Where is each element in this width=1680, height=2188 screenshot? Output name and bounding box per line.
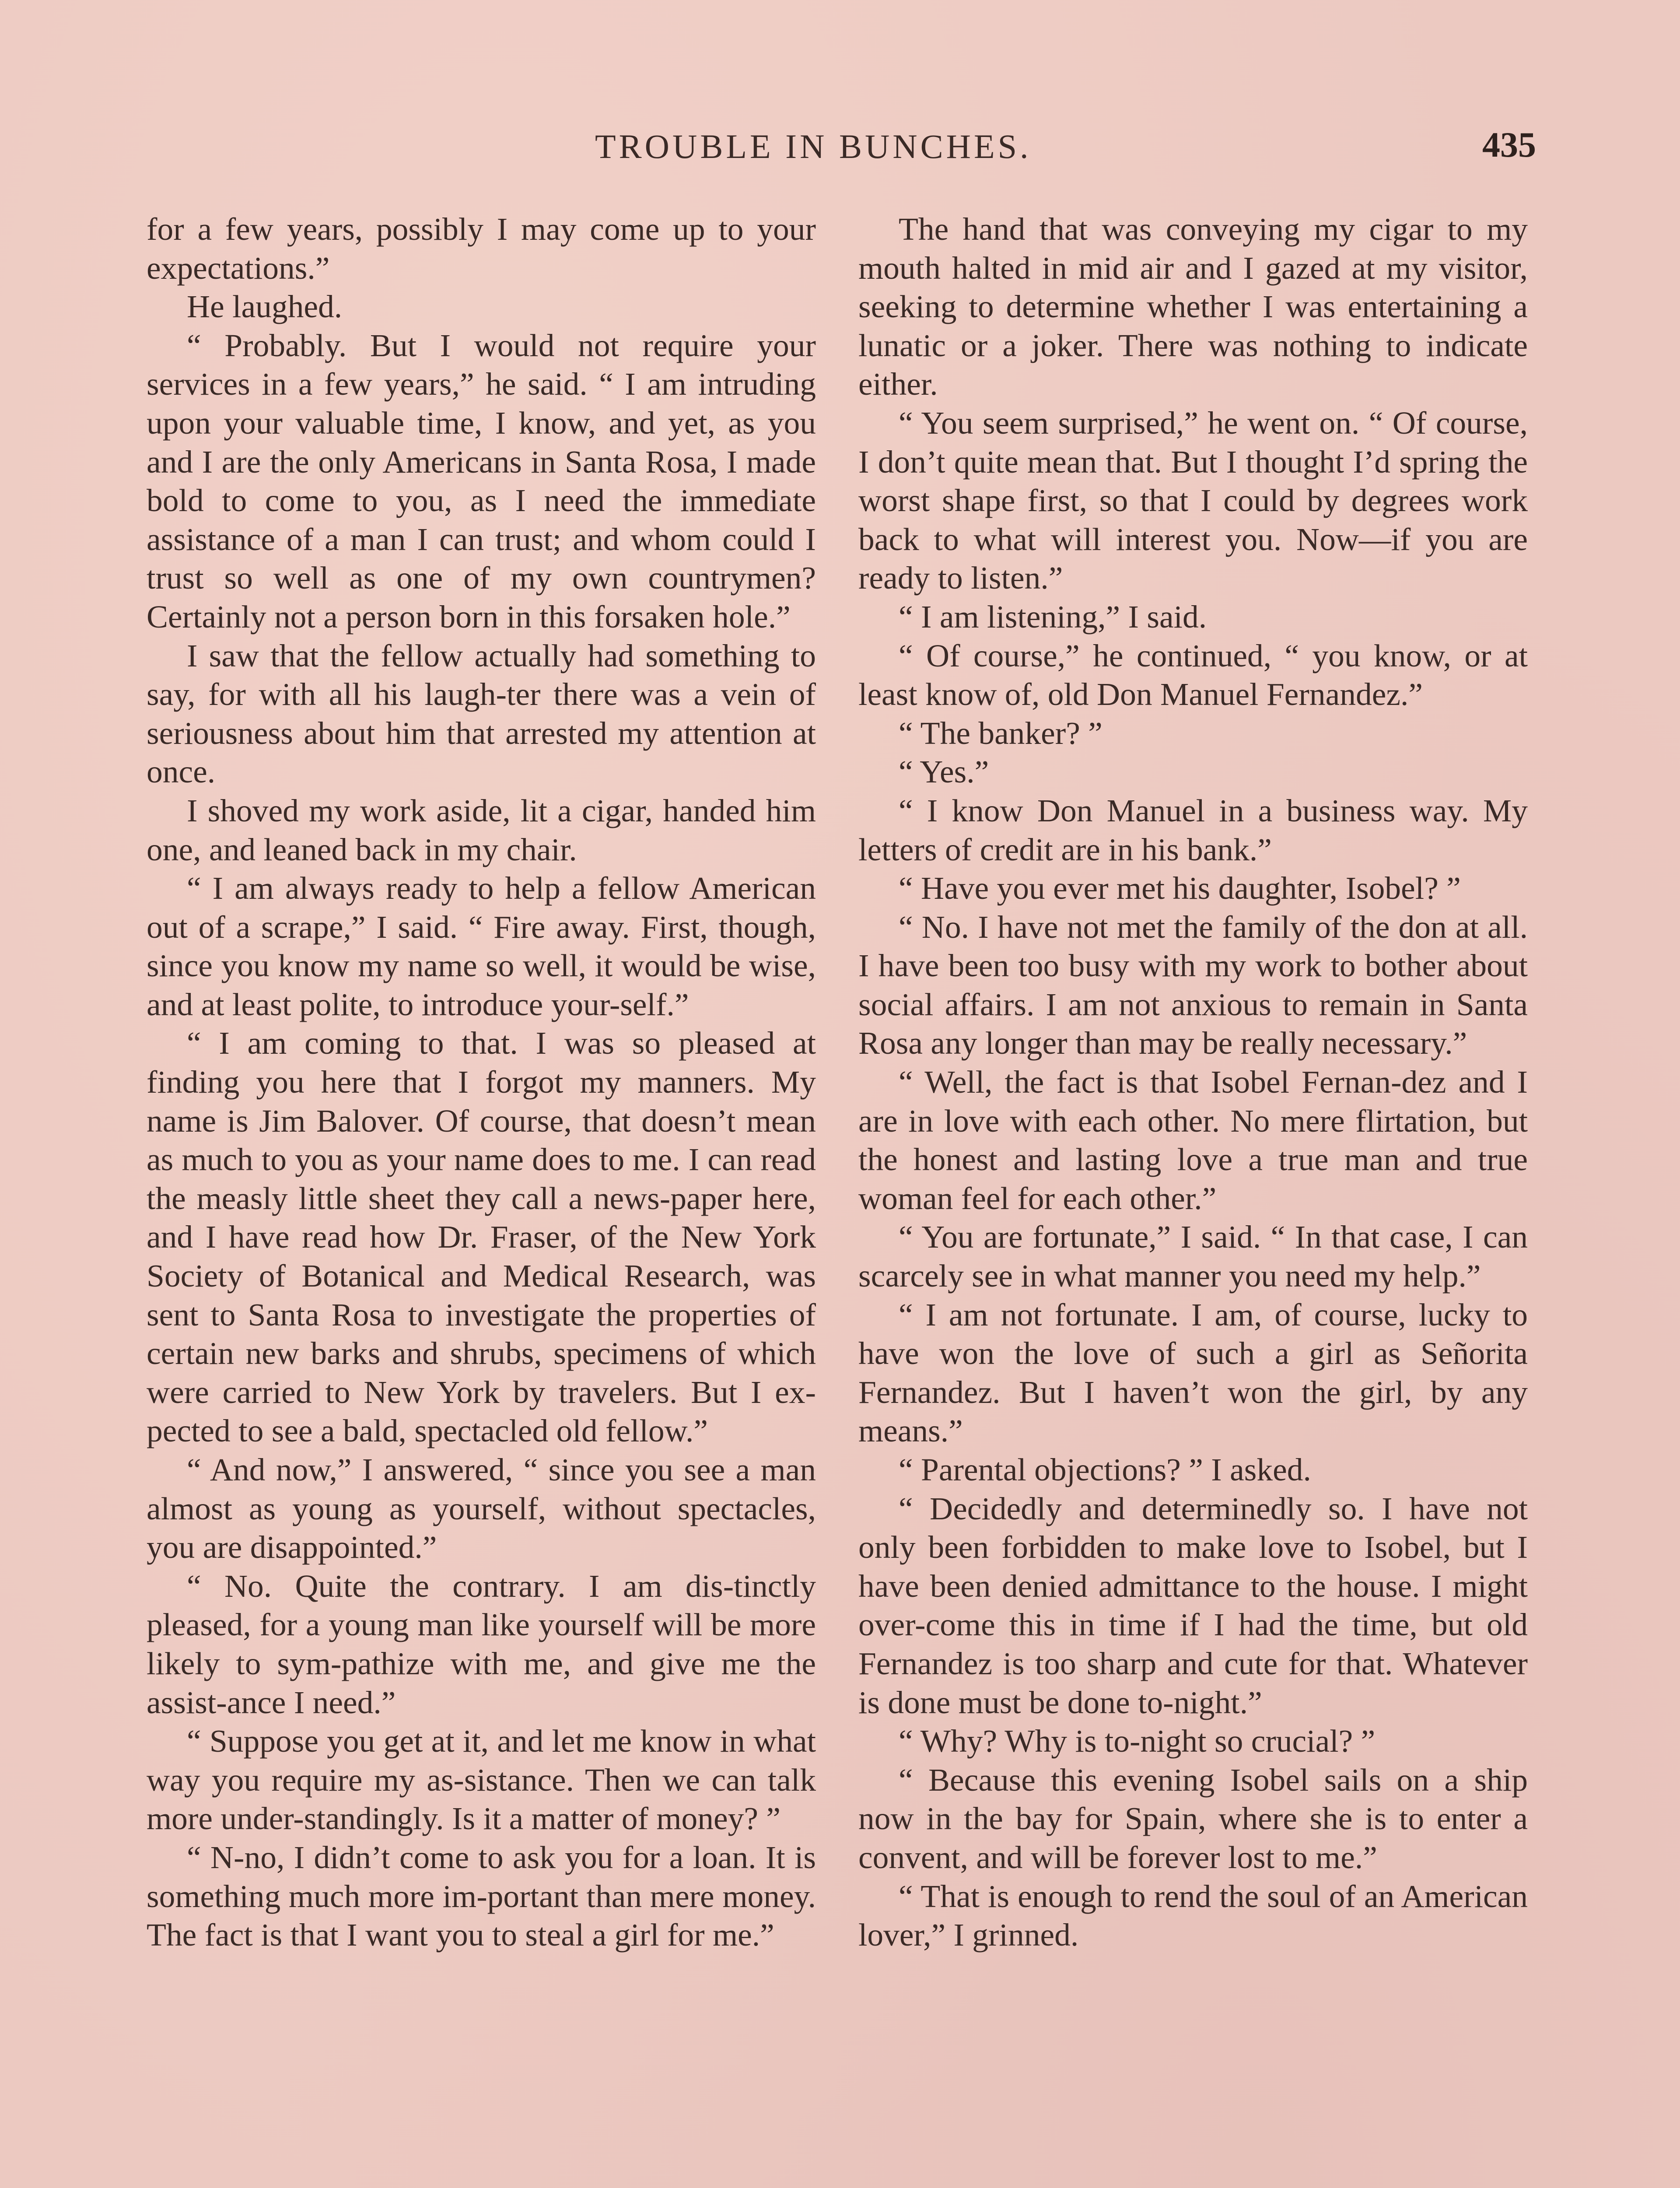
paragraph: “ I am coming to that. I was so pleased at finding you here that I forgot my manners. My name is Jim Balover. Of course, that doesn’t mean as much to you as your name does to me. I can read the measly little sheet they call a news-paper here, and I have read how Dr. Fraser, of the New York Society of Botanical and Medical Research, was sent to Santa Rosa to investigate the properties of certain new barks and shrubs, specimens of which were carried to New York by travelers. But I ex-pected to see a bald, spectacled old fellow.” bbox=[147, 1025, 816, 1449]
page-number: 435 bbox=[1482, 125, 1536, 165]
paragraph: “ N-no, I didn’t come to ask you for a loan. It is something much more im-portant than mere money. The fact is that I want you to steal a girl for me.” bbox=[147, 1839, 816, 1953]
paragraph: “ Parental objections? ” I asked. bbox=[899, 1452, 1311, 1487]
paragraph: “ I am listening,” I said. bbox=[899, 599, 1207, 635]
paragraph: “ You are fortunate,” I said. “ In that case, I can scarcely see in what manner you need my help.” bbox=[858, 1219, 1528, 1294]
paragraph: “ Suppose you get at it, and let me know in what way you require my as-sistance. Then we can talk more under-standingly. Is it a matter of money? ” bbox=[147, 1723, 816, 1837]
paragraph: “ And now,” I answered, “ since you see a man almost as young as yourself, without spectacles, you are disappointed.” bbox=[147, 1452, 816, 1565]
paragraph: “ I am not fortunate. I am, of course, lucky to have won the love of such a girl as Señorita Fernandez. But I haven’t won the girl, by any means.” bbox=[858, 1297, 1528, 1449]
paragraph: “ Have you ever met his daughter, Isobel? ” bbox=[899, 870, 1461, 906]
paragraph: “ That is enough to rend the soul of an American lover,” I grinned. bbox=[858, 1878, 1528, 1953]
paragraph: “ Well, the fact is that Isobel Fernan-dez and I are in love with each other. No mere flirtation, but the honest and lasting love a true man and true woman feel for each other.” bbox=[858, 1064, 1528, 1216]
paragraph: “ Because this evening Isobel sails on a ship now in the bay for Spain, where she is to enter a convent, and will be forever lost to me.” bbox=[858, 1762, 1528, 1875]
paragraph: “ Yes.” bbox=[899, 754, 989, 790]
paragraph: “ You seem surprised,” he went on. “ Of course, I don’t quite mean that. But I thought I’d spring the worst shape first, so that I could by degrees work back to what will interest you. Now—if you are ready to listen.” bbox=[858, 405, 1528, 596]
paragraph: “ Probably. But I would not require your services in a few years,” he said. “ I am intruding upon your valuable time, I know, and yet, as you and I are the only Americans in Santa Rosa, I made bold to come to you, as I need the immediate assistance of a man I can trust; and whom could I trust so well as one of my own countrymen? Certainly not a person born in this forsaken hole.” bbox=[147, 327, 816, 635]
right-column bbox=[858, 210, 1528, 1955]
paragraph: “ No. I have not met the family of the don at all. I have been too busy with my work to bother about social affairs. I am not anxious to remain in Santa Rosa any longer than may be really necessary.” bbox=[858, 909, 1528, 1061]
paragraph: “ I am always ready to help a fellow American out of a scrape,” I said. “ Fire away. First, though, since you know my name so well, it would be wise, and at least polite, to introduce your-self.” bbox=[147, 870, 816, 1022]
left-column bbox=[147, 210, 816, 1955]
paragraph: for a few years, possibly I may come up to your expectations.” bbox=[147, 211, 816, 286]
paragraph: The hand that was conveying my cigar to my mouth halted in mid air and I gazed at my visitor, seeking to determine whether I was entertaining a lunatic or a joker. There was nothing to indicate either. bbox=[858, 211, 1528, 402]
paragraph: I shoved my work aside, lit a cigar, handed him one, and leaned back in my chair. bbox=[147, 792, 816, 867]
paragraph: “ Of course,” he continued, “ you know, or at least know of, old Don Manuel Fernandez.” bbox=[858, 638, 1528, 712]
paragraph: “ No. Quite the contrary. I am dis-tinctly pleased, for a young man like yourself will be more likely to sym-pathize with me, and give me the assist-ance I need.” bbox=[147, 1568, 816, 1720]
paragraph: “ Decidedly and determinedly so. I have not only been forbidden to make love to Isobel, but I have been denied admittance to the house. I might over-come this in time if I had the time, but old Fernandez is too sharp and cute for that. Whatever is done must be done to-night.” bbox=[858, 1490, 1528, 1720]
running-header bbox=[0, 127, 1680, 175]
paragraph: “ I know Don Manuel in a business way. My letters of credit are in his bank.” bbox=[858, 792, 1528, 867]
paragraph: “ Why? Why is to-night so crucial? ” bbox=[899, 1723, 1376, 1759]
paragraph: “ The banker? ” bbox=[899, 715, 1102, 751]
paragraph: I saw that the fellow actually had something to say, for with all his laugh-ter there was a vein of seriousness about him that arrested my attention at once. bbox=[147, 638, 816, 790]
running-title: TROUBLE IN BUNCHES. bbox=[595, 127, 1032, 165]
paragraph: He laughed. bbox=[187, 289, 343, 325]
